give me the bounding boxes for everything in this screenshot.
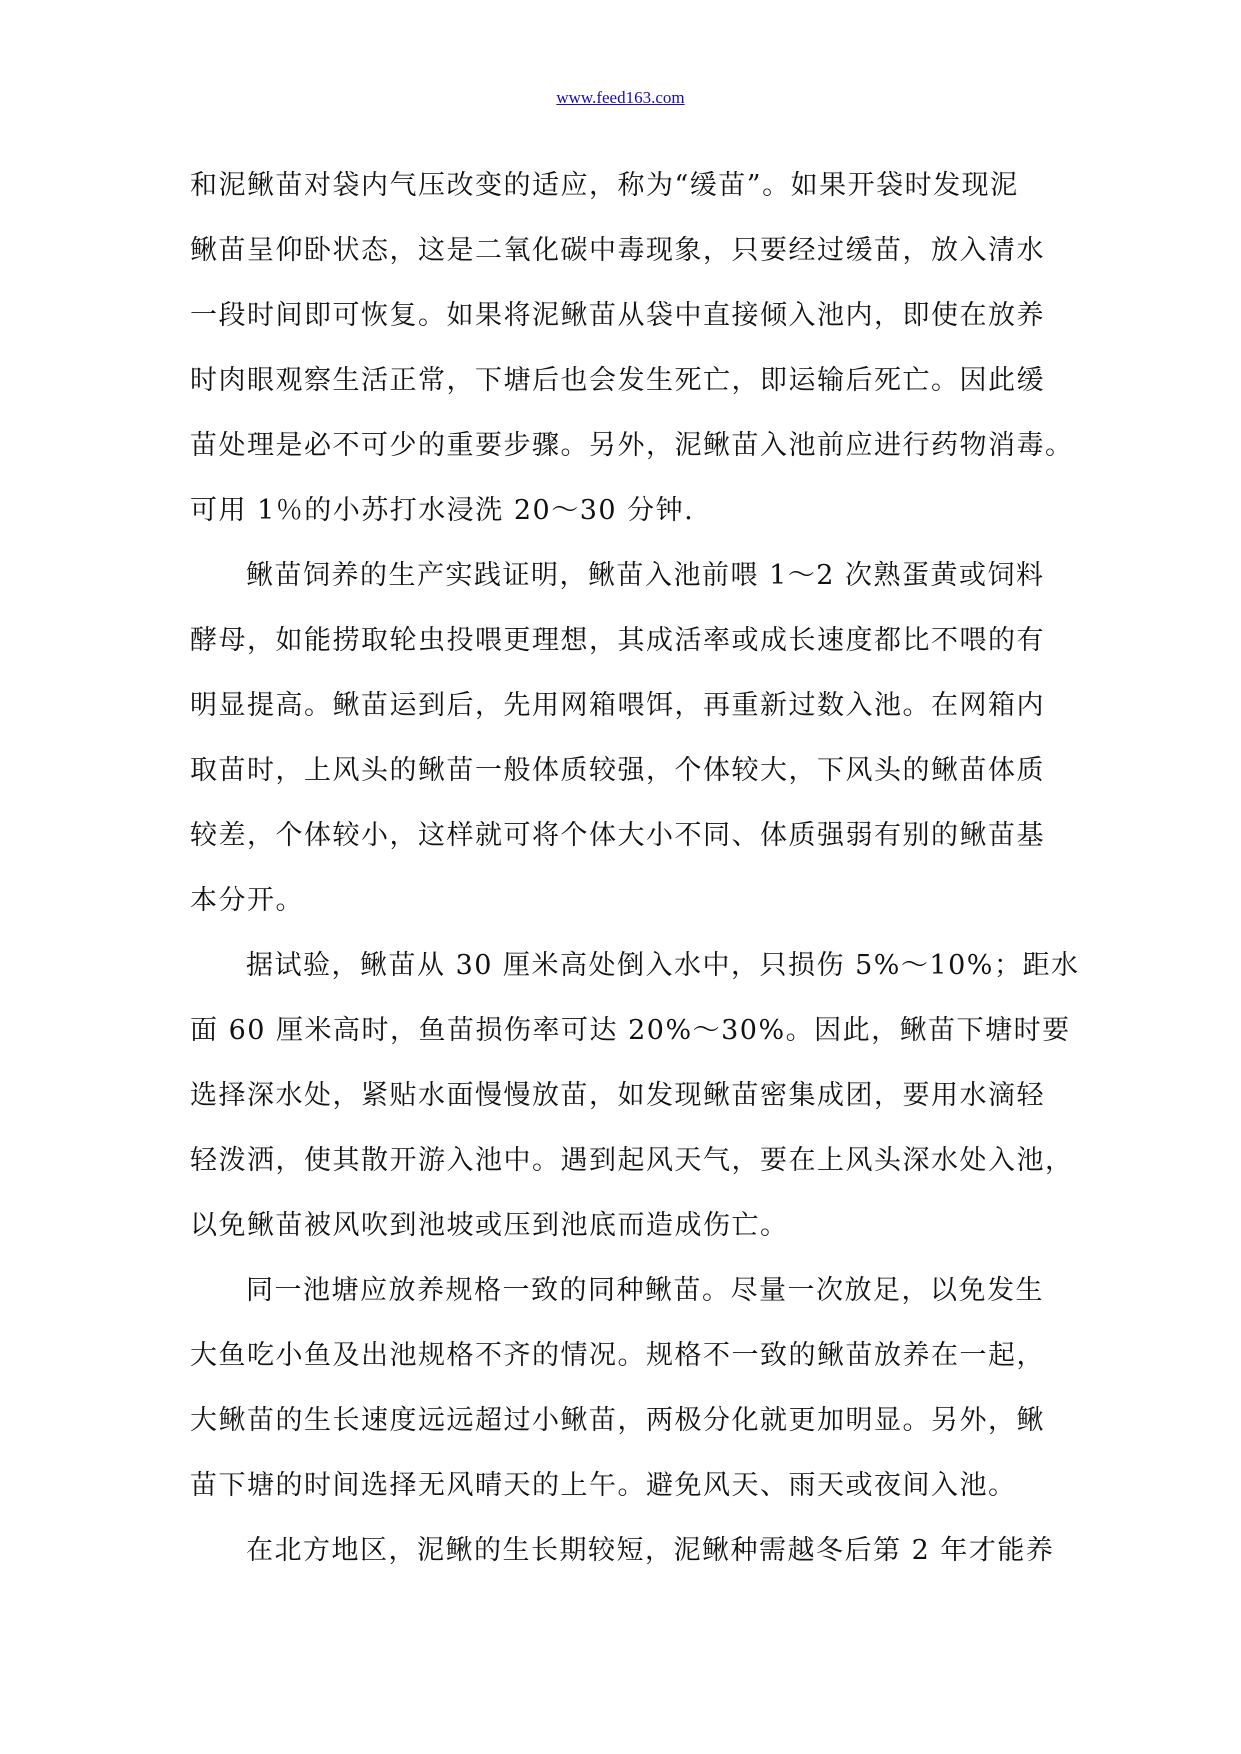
text-line: 本分开。 <box>190 885 304 916</box>
paragraph-first-line: 据试验，鳅苗从 30 厘米高处倒入水中，只损伤 5%～10%；距水 <box>246 950 1080 981</box>
text-line: 选择深水处，紧贴水面慢慢放苗，如发现鳅苗密集成团，要用水滴轻 <box>190 1080 1045 1111</box>
site-link[interactable]: www.feed163.com <box>556 88 685 107</box>
text-line: 较差，个体较小，这样就可将个体大小不同、体质强弱有别的鳅苗基 <box>190 820 1045 851</box>
text-line: 酵母，如能捞取轮虫投喂更理想，其成活率或成长速度都比不喂的有 <box>190 625 1045 656</box>
text-line: 苗下塘的时间选择无风晴天的上午。避免风天、雨天或夜间入池。 <box>190 1470 1017 1501</box>
text-line: 大鳅苗的生长速度远远超过小鳅苗，两极分化就更加明显。另外，鳅 <box>190 1405 1045 1436</box>
text-line: 以免鳅苗被风吹到池坡或压到池底而造成伤亡。 <box>190 1210 789 1241</box>
text-line: 大鱼吃小鱼及出池规格不齐的情况。规格不一致的鳅苗放养在一起， <box>190 1340 1045 1371</box>
text-line: 时肉眼观察生活正常，下塘后也会发生死亡，即运输后死亡。因此缓 <box>190 365 1045 396</box>
paragraph-first-line: 鳅苗饲养的生产实践证明，鳅苗入池前喂 1～2 次熟蛋黄或饲料 <box>246 560 1045 591</box>
text-line: 面 60 厘米高时，鱼苗损伤率可达 20%～30%。因此，鳅苗下塘时要 <box>190 1015 1071 1046</box>
text-line: 和泥鳅苗对袋内气压改变的适应，称为“缓苗”。如果开袋时发现泥 <box>190 170 1019 201</box>
paragraph-first-line: 同一池塘应放养规格一致的同种鳅苗。尽量一次放足，以免发生 <box>246 1275 1044 1306</box>
text-line: 可用 1％的小苏打水浸洗 20～30 分钟. <box>190 495 695 526</box>
text-line: 一段时间即可恢复。如果将泥鳅苗从袋中直接倾入池内，即使在放养 <box>190 300 1045 331</box>
text-line: 苗处理是必不可少的重要步骤。另外，泥鳅苗入池前应进行药物消毒。 <box>190 430 1074 461</box>
text-line: 鳅苗呈仰卧状态，这是二氧化碳中毒现象，只要经过缓苗，放入清水 <box>190 235 1045 266</box>
text-line: 取苗时，上风头的鳅苗一般体质较强，个体较大，下风头的鳅苗体质 <box>190 755 1045 786</box>
paragraph-first-line: 在北方地区，泥鳅的生长期较短，泥鳅种需越冬后第 2 年才能养 <box>246 1535 1055 1566</box>
text-line: 明显提高。鳅苗运到后，先用网箱喂饵，再重新过数入池。在网箱内 <box>190 690 1045 721</box>
document-body <box>190 153 1080 1583</box>
text-line: 轻泼洒，使其散开游入池中。遇到起风天气，要在上风头深水处入池， <box>190 1145 1074 1176</box>
